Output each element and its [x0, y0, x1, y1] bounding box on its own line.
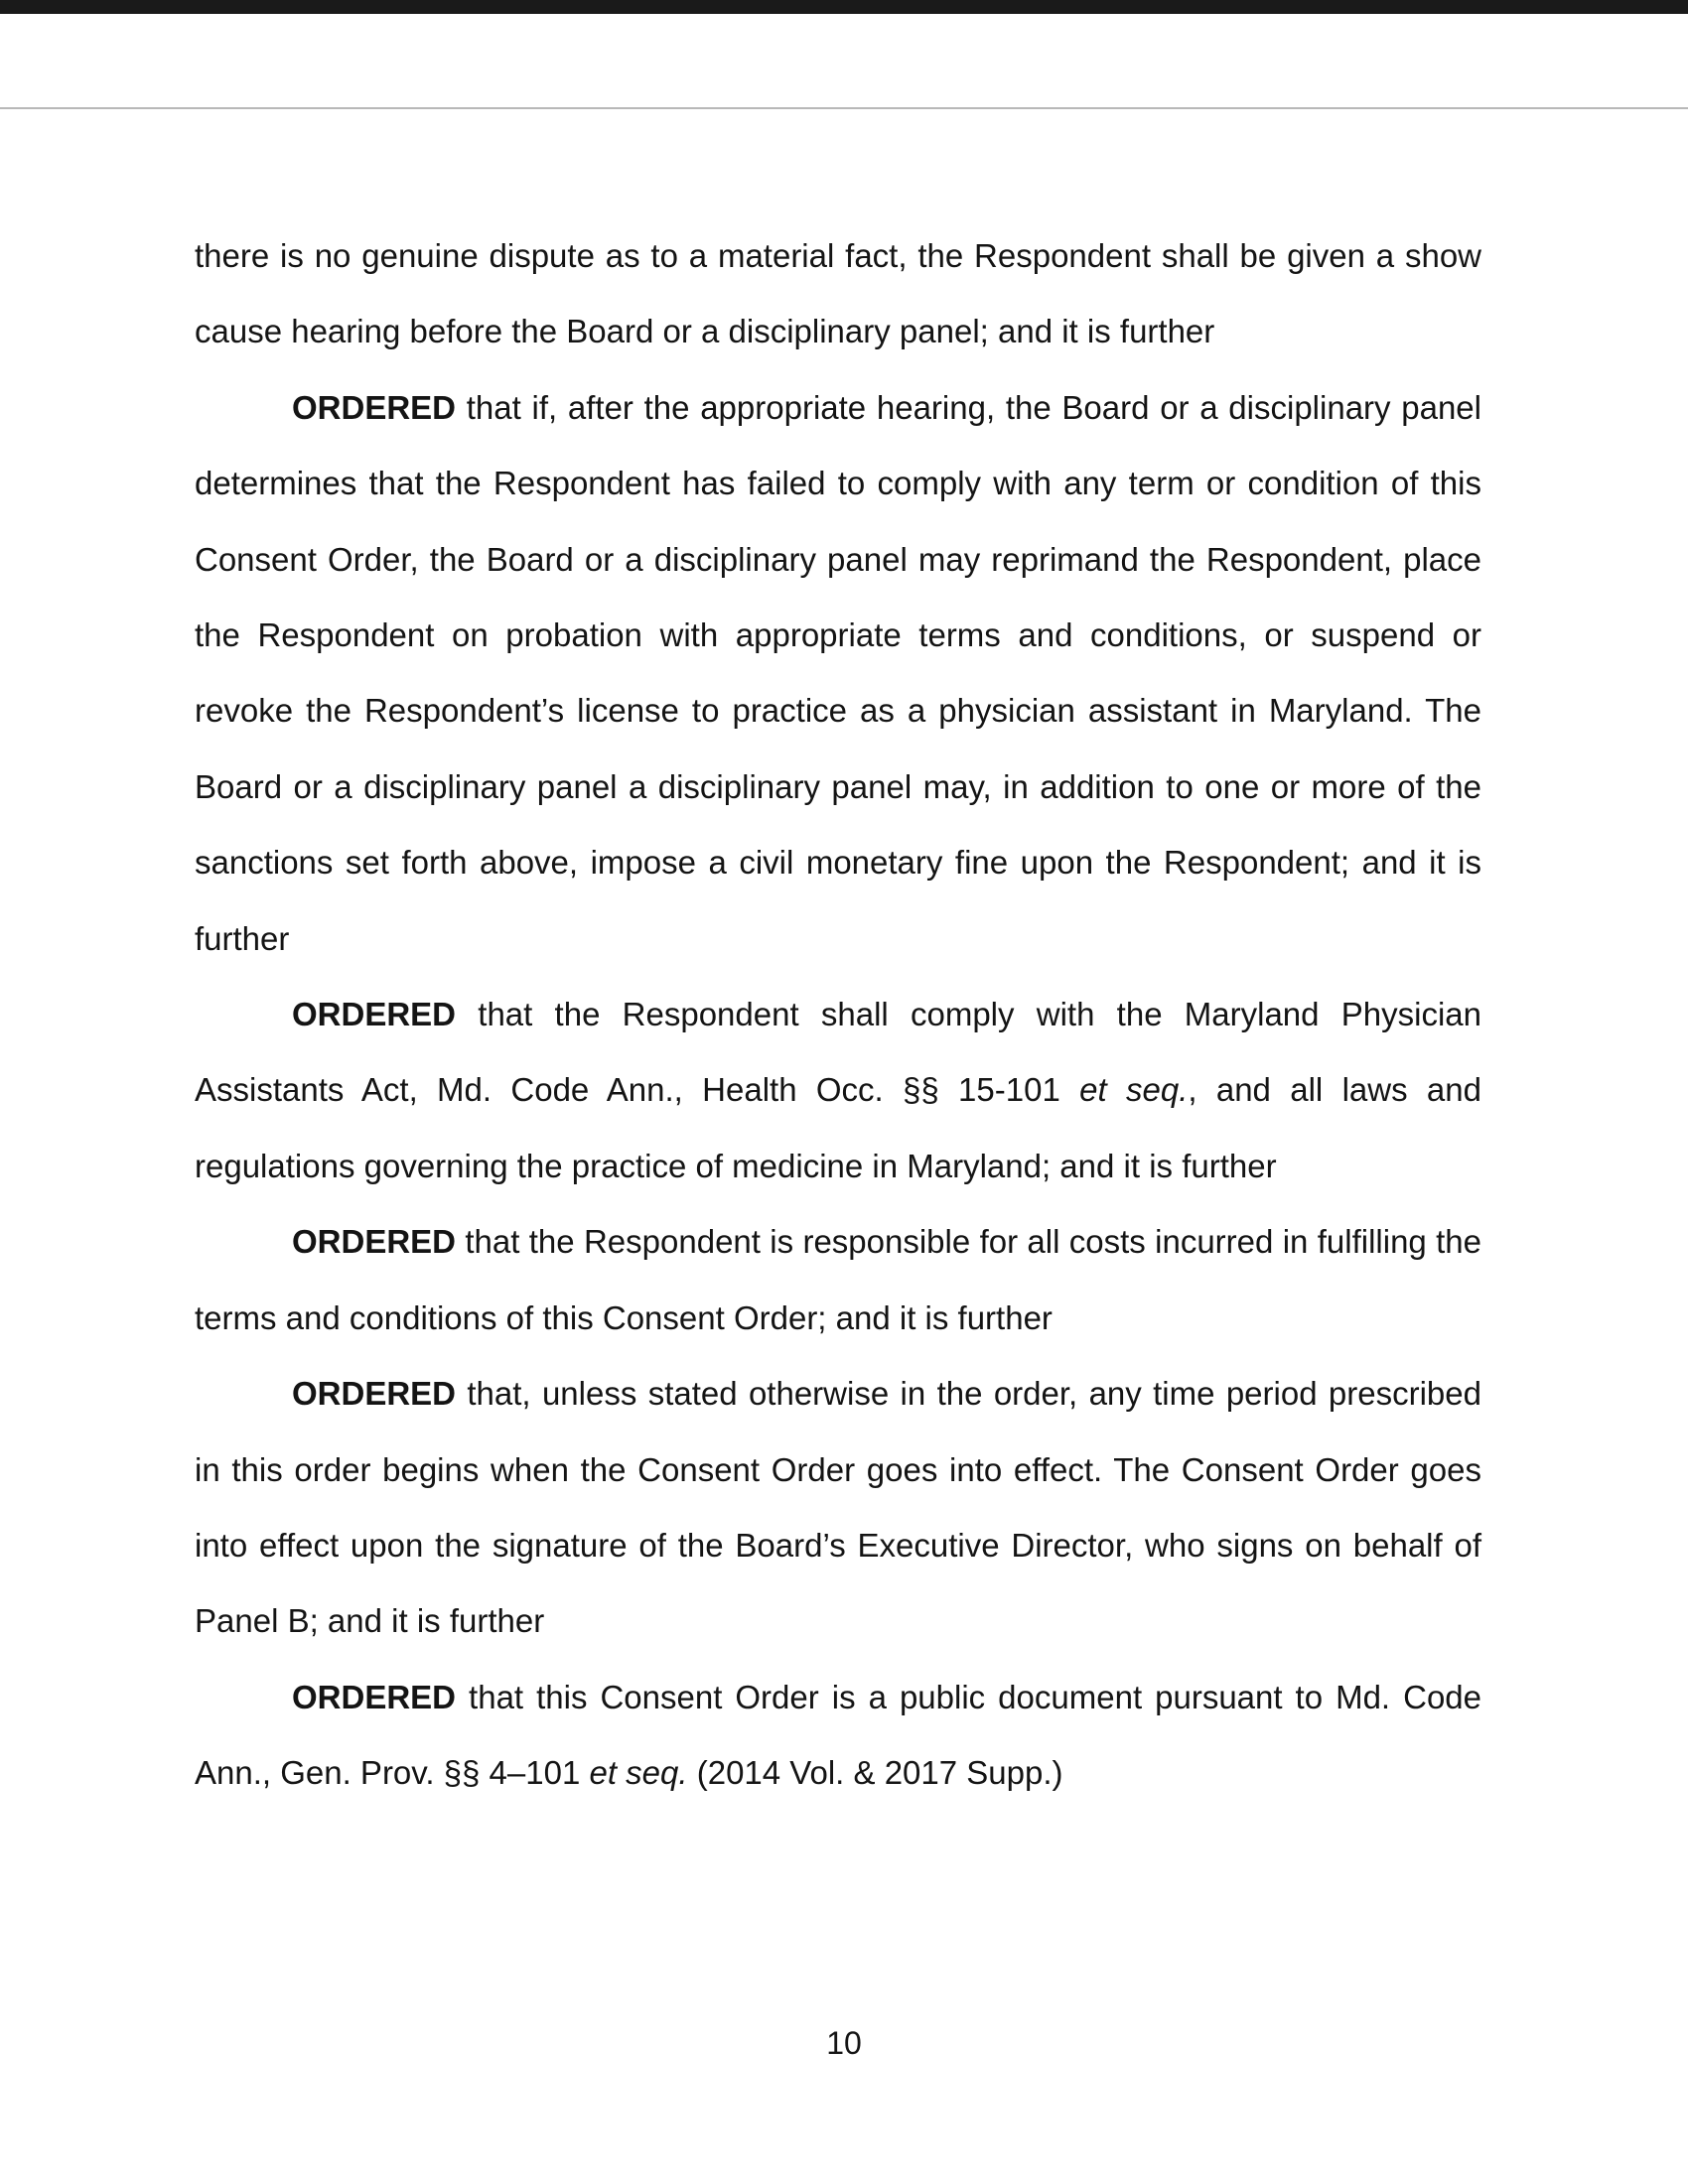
- order-text: that the Respondent is responsible for all costs incurred in fulfilling the terms and conditions of this Consent Order; and it is further: [195, 1223, 1481, 1336]
- ordered-keyword: ORDERED: [292, 1375, 457, 1413]
- scan-top-edge: [0, 0, 1688, 14]
- order-paragraph-4: [195, 1356, 1481, 1660]
- order-italic-citation: et seq.: [1079, 1071, 1189, 1109]
- page-number: 10: [826, 2025, 862, 2061]
- ordered-keyword: ORDERED: [292, 1223, 457, 1261]
- order-italic-citation: et seq.: [589, 1754, 688, 1792]
- document-body: [195, 218, 1481, 1812]
- order-text: that if, after the appropriate hearing, the Board or a disciplinary panel determines that the Respondent has failed to comply with any term or condition of this Consent Order, the Board or a disciplinary panel may reprimand the Respondent, place the Respondent on probation with appropriate terms and conditions, or suspend or revoke the Respondent’s license to practice as a physician assistant in Maryland. The Board or a disciplinary panel a disciplinary panel may, in addition to one or more of the sanctions set forth above, impose a civil monetary fine upon the Respondent; and it is further: [195, 388, 1481, 957]
- ordered-keyword: ORDERED: [292, 1678, 457, 1715]
- ordered-keyword: ORDERED: [292, 996, 457, 1033]
- ordered-keyword: ORDERED: [292, 388, 457, 426]
- order-paragraph-2: [195, 977, 1481, 1204]
- order-paragraph-5: [195, 1660, 1481, 1812]
- scan-header-rule: [0, 107, 1688, 109]
- order-text: that, unless stated otherwise in the order, any time period prescribed in this order begins when the Consent Order goes into effect. The Consent Order goes into effect upon the signature of the Board’s Executive Director, who signs on behalf of Panel B; and it is further: [195, 1375, 1481, 1640]
- order-text: that the Respondent shall comply with the Maryland Physician Assistants Act, Md. Code Ann., Health Occ. §§ 15-101: [195, 996, 1481, 1109]
- order-text-continued: (2014 Vol. & 2017 Supp.): [687, 1754, 1063, 1792]
- continuation-paragraph: there is no genuine dispute as to a material fact, the Respondent shall be given a show cause hearing before the Board or a disciplinary panel; and it is further: [195, 237, 1481, 350]
- order-paragraph-1: [195, 370, 1481, 977]
- order-text: that this Consent Order is a public document pursuant to Md. Code Ann., Gen. Prov. §§ 4–101: [195, 1678, 1481, 1792]
- order-text-continued: , and all laws and regulations governing the practice of medicine in Maryland; and it is further: [195, 1071, 1481, 1184]
- order-paragraph-3: [195, 1204, 1481, 1356]
